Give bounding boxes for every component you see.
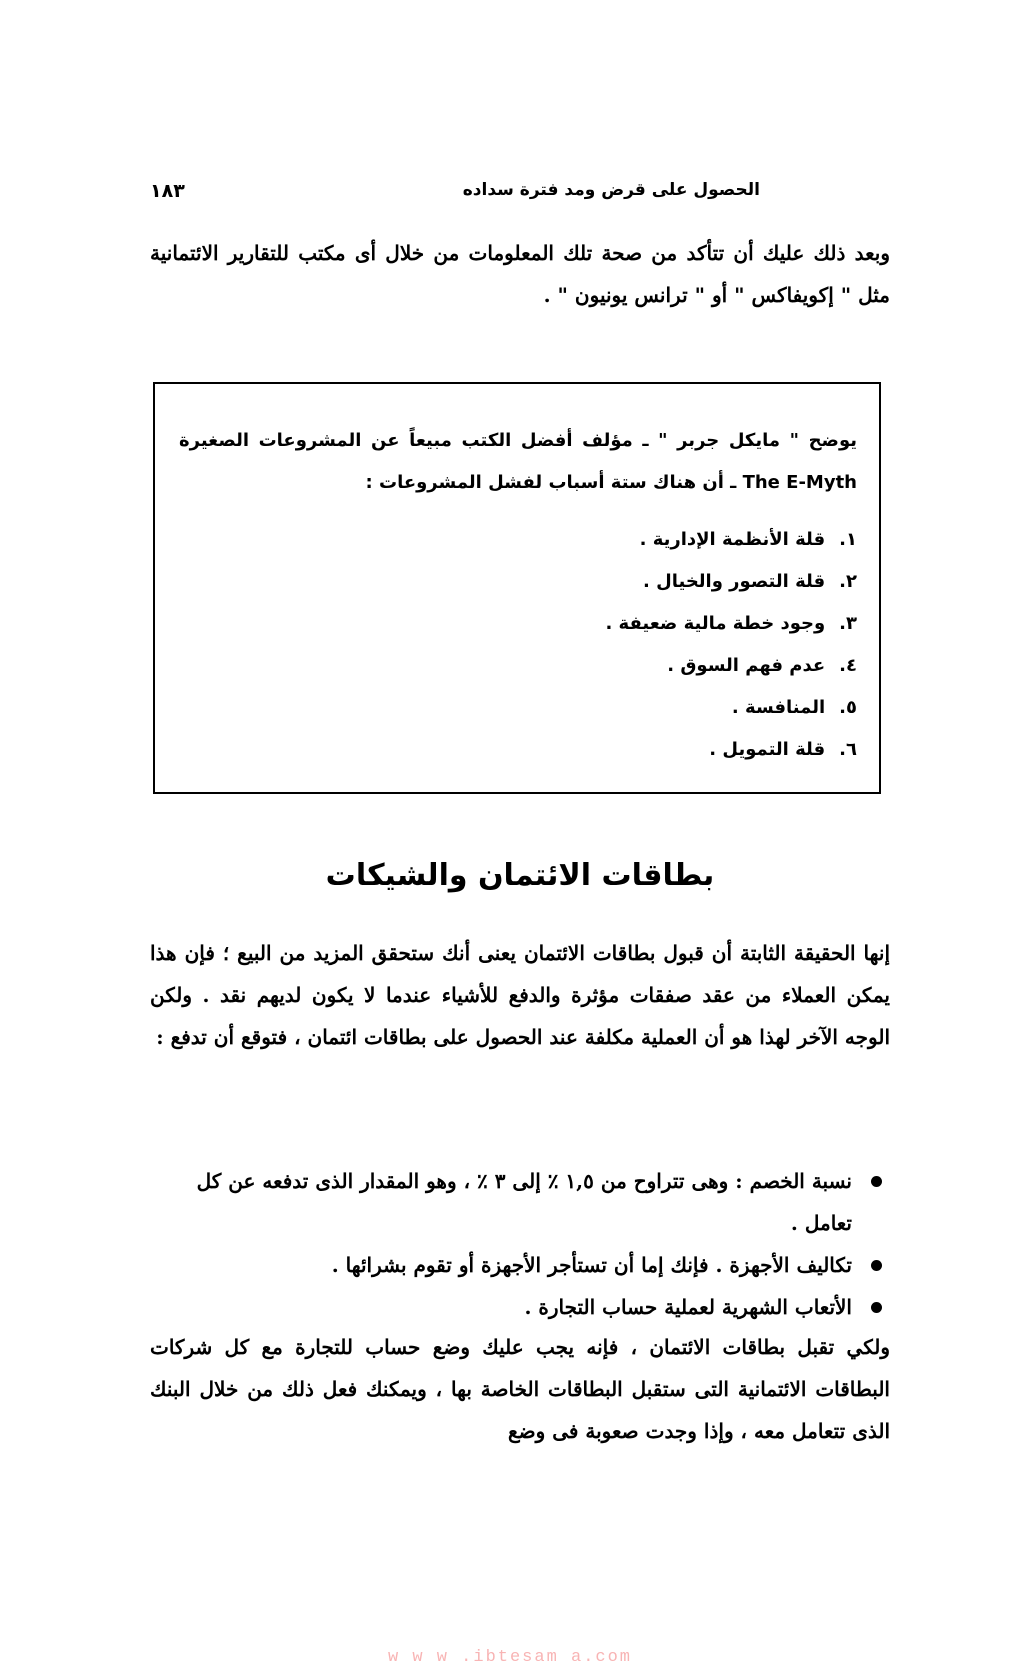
item-text: قلة التصور والخيال . [642, 571, 826, 592]
item-text: قلة الأنظمة الإدارية . [639, 529, 826, 550]
list-item [605, 561, 857, 603]
section-title: بطاقات الائتمان والشيكات [325, 858, 715, 893]
reasons-list [605, 519, 857, 771]
page-number: ١٨٣ [150, 180, 185, 202]
bullet-icon [871, 1302, 882, 1313]
bullet-text: الأتعاب الشهرية لعملية حساب التجارة . [524, 1295, 852, 1319]
item-text: قلة التمويل . [709, 739, 826, 760]
item-number: ٤. [839, 655, 857, 676]
bullet-text: تكاليف الأجهزة . فإنك إما أن تستأجر الأجهزة أو تقوم بشرائها . [331, 1253, 852, 1277]
section-paragraph-2: ولكي تقبل بطاقات الائتمان ، فإنه يجب عليك وضع حساب للتجارة مع كل شركات البطاقات الائتمانية التى ستقبل البطاقات الخاصة بها ، ويمكنك فعل ذلك من خلال البنك الذى تتعامل معه ، وإذا وجدت صعوبة فى وضع [150, 1335, 890, 1443]
item-text: عدم فهم السوق . [667, 655, 826, 676]
intro-paragraph: وبعد ذلك عليك أن تتأكد من صحة تلك المعلومات من خلال أى مكتب للتقارير الائتمانية مثل " إكويفاكس " أو " ترانس يونيون " . [150, 241, 890, 307]
item-text: وجود خطة مالية ضعيفة . [605, 613, 826, 634]
list-item [605, 645, 857, 687]
list-item [605, 687, 857, 729]
bullet-item [150, 1286, 890, 1328]
bullet-item [150, 1160, 890, 1244]
list-item [605, 729, 857, 771]
running-title: الحصول على قرض ومد فترة سداده [462, 180, 760, 200]
watermark: w w w .ibtesam a.com [387, 1648, 633, 1667]
box-intro-text: يوضح " مايكل جربر " ـ مؤلف أفضل الكتب مبيعاً عن المشروعات الصغيرة The E-Myth ـ أن هناك ستة أسباب لفشل المشروعات : [179, 430, 857, 493]
bullet-text: نسبة الخصم : وهى تتراوح من ١,٥ ٪ إلى ٣ ٪ ، وهو المقدار الذى تدفعه عن كل تعامل . [196, 1169, 852, 1235]
item-number: ٣. [839, 613, 857, 634]
section-paragraph-1: إنها الحقيقة الثابتة أن قبول بطاقات الائتمان يعنى أنك ستحقق المزيد من البيع ؛ فإن هذا يمكن العملاء من عقد صفقات مؤثرة والدفع للأشياء عندما لا يكون لديهم نقد . ولكن الوجه الآخر لهذا هو أن العملية مكلفة عند الحصول على بطاقات ائتمان ، فتوقع أن تدفع : [150, 941, 890, 1049]
item-number: ٥. [839, 697, 857, 718]
list-item [605, 603, 857, 645]
item-text: المنافسة . [731, 697, 826, 718]
bullet-item [150, 1244, 890, 1286]
list-item [605, 519, 857, 561]
bullet-icon [871, 1176, 882, 1187]
item-number: ١. [839, 529, 857, 550]
item-number: ٢. [839, 571, 857, 592]
sidebar-box [153, 382, 881, 794]
cost-bullet-list [150, 1160, 890, 1328]
bullet-icon [871, 1260, 882, 1271]
page-header [150, 180, 890, 210]
item-number: ٦. [839, 739, 857, 760]
